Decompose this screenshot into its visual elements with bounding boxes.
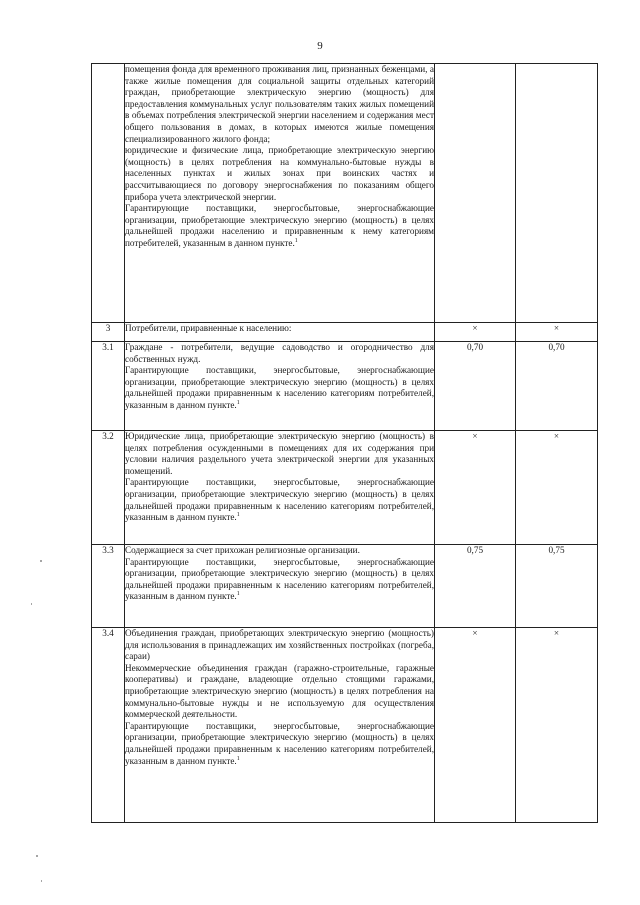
paragraph-text: Потребители, приравненные к населению: [125, 323, 292, 333]
value-cell-2 [516, 64, 598, 323]
value-cell-2: × [516, 323, 598, 342]
description-paragraph [125, 431, 434, 477]
table-row [92, 323, 598, 342]
description-paragraph [125, 365, 434, 411]
row-description [125, 342, 435, 431]
value-cell-1: × [435, 431, 516, 545]
footnote-mark: 1 [236, 512, 240, 519]
tariff-table [91, 63, 598, 823]
value-cell-1 [435, 64, 516, 323]
footnote-mark: 1 [236, 399, 240, 406]
paragraph-text: Граждане - потребители, ведущие садоводство и огородничество для собственных нужд. [125, 342, 434, 364]
table-row [92, 342, 598, 431]
table-row [92, 545, 598, 628]
table-row [92, 431, 598, 545]
description-paragraph [125, 557, 434, 603]
paragraph-text: Гарантирующие поставщики, энергосбытовые, энергоснабжающие организации, приобретающие электрическую энергию (мощность) в целях дальнейшей продажи населению и приравненным к нему категориям потребителей, указанным в данном пункте. [125, 203, 434, 248]
description-paragraph [125, 203, 434, 249]
table-row [92, 628, 598, 823]
row-description [125, 431, 435, 545]
scan-speck [31, 603, 32, 605]
description-paragraph [125, 545, 434, 557]
paragraph-text: Объединения граждан, приобретающих электрическую энергию (мощность) для использования в принадлежащих им хозяйственных постройках (погреба, сараи) [125, 628, 434, 662]
footnote-mark: 1 [294, 237, 298, 244]
description-paragraph [125, 145, 434, 203]
row-number: 3.2 [92, 431, 125, 545]
value-cell-1: × [435, 628, 516, 823]
page-number: 9 [317, 40, 323, 52]
row-description [125, 545, 435, 628]
description-paragraph [125, 628, 434, 663]
value-cell-2: × [516, 431, 598, 545]
description-paragraph [125, 323, 434, 335]
table-row [92, 64, 598, 323]
scan-speck [41, 880, 42, 882]
row-description [125, 64, 435, 323]
value-cell-2: 0,70 [516, 342, 598, 431]
paragraph-text: юридические и физические лица, приобретающие электрическую энергию (мощность) в целях потребления на коммунально-бытовые нужды в населенных пунктах и жилых зонах при воинских частях и рассчитывающиеся по договору энергоснабжения по показаниям общего прибора учета электрической энергии. [125, 145, 434, 202]
paragraph-text: Некоммерческие объединения граждан (гаражно-строительные, гаражные кооперативы) и граждане, владеющие отдельно стоящими гаражами, приобретающие электрическую энергию (мощность) в целях потребления на коммунально-бытовые нужды и не используемую для осуществления коммерческой деятельности. [125, 662, 434, 720]
value-cell-2: × [516, 628, 598, 823]
paragraph-text: Юридические лица, приобретающие электрическую энергию (мощность) в целях потребления осужденными в помещениях для их содержания при условии наличия раздельного учета электрической энергии для указанных помещений. [125, 431, 434, 476]
row-description [125, 323, 435, 342]
description-paragraph [125, 342, 434, 365]
value-cell-1: × [435, 323, 516, 342]
row-number: 3.1 [92, 342, 125, 431]
paragraph-text: Гарантирующие поставщики, энергосбытовые, энергоснабжающие организации, приобретающие электрическую энергию (мощность) в целях дальнейшей продажи приравненным к населению категориям потребителей, указанным в данном пункте. [125, 556, 434, 602]
row-description [125, 628, 435, 823]
paragraph-text: Содержащиеся за счет прихожан религиозные организации. [125, 545, 360, 555]
scan-speck [36, 855, 38, 857]
paragraph-text: Гарантирующие поставщики, энергосбытовые, энергоснабжающие организации, приобретающие электрическую энергию (мощность) в целях дальнейшей продажи приравненным к населению категориям потребителей, указанным в данном пункте. [125, 477, 434, 523]
scan-speck [40, 560, 42, 562]
value-cell-1: 0,70 [435, 342, 516, 431]
row-number: 3.3 [92, 545, 125, 628]
row-number: 3.4 [92, 628, 125, 823]
row-number: 3 [92, 323, 125, 342]
tariff-table-body [92, 64, 598, 823]
description-paragraph [125, 721, 434, 767]
footnote-mark: 1 [236, 591, 240, 598]
paragraph-text: Гарантирующие поставщики, энергосбытовые, энергоснабжающие организации, приобретающие электрическую энергию (мощность) в целях дальнейшей продажи приравненным к населению категориям потребителей, указанным в данном пункте. [125, 365, 434, 410]
value-cell-2: 0,75 [516, 545, 598, 628]
paragraph-text: Гарантирующие поставщики, энергосбытовые, энергоснабжающие организации, приобретающие электрическую энергию (мощность) в целях дальнейшей продажи приравненным к населению категориям потребителей, указанным в данном пункте. [125, 720, 434, 766]
description-paragraph [125, 477, 434, 523]
description-paragraph [125, 64, 434, 145]
row-number [92, 64, 125, 323]
paragraph-text: помещения фонда для временного проживания лиц, признанных беженцами, а также жилые помещения для социальной защиты отдельных категорий граждан, приобретающие электрическую энергию (мощность) для предоставления коммунальных услуг пользователям таких жилых помещений в объемах потребления электрической энергии населением и содержания мест общего пользования в домах, в которых имеются жилые помещения специализированного жилого фонда; [125, 64, 434, 144]
value-cell-1: 0,75 [435, 545, 516, 628]
footnote-mark: 1 [236, 755, 240, 762]
description-paragraph [125, 663, 434, 721]
